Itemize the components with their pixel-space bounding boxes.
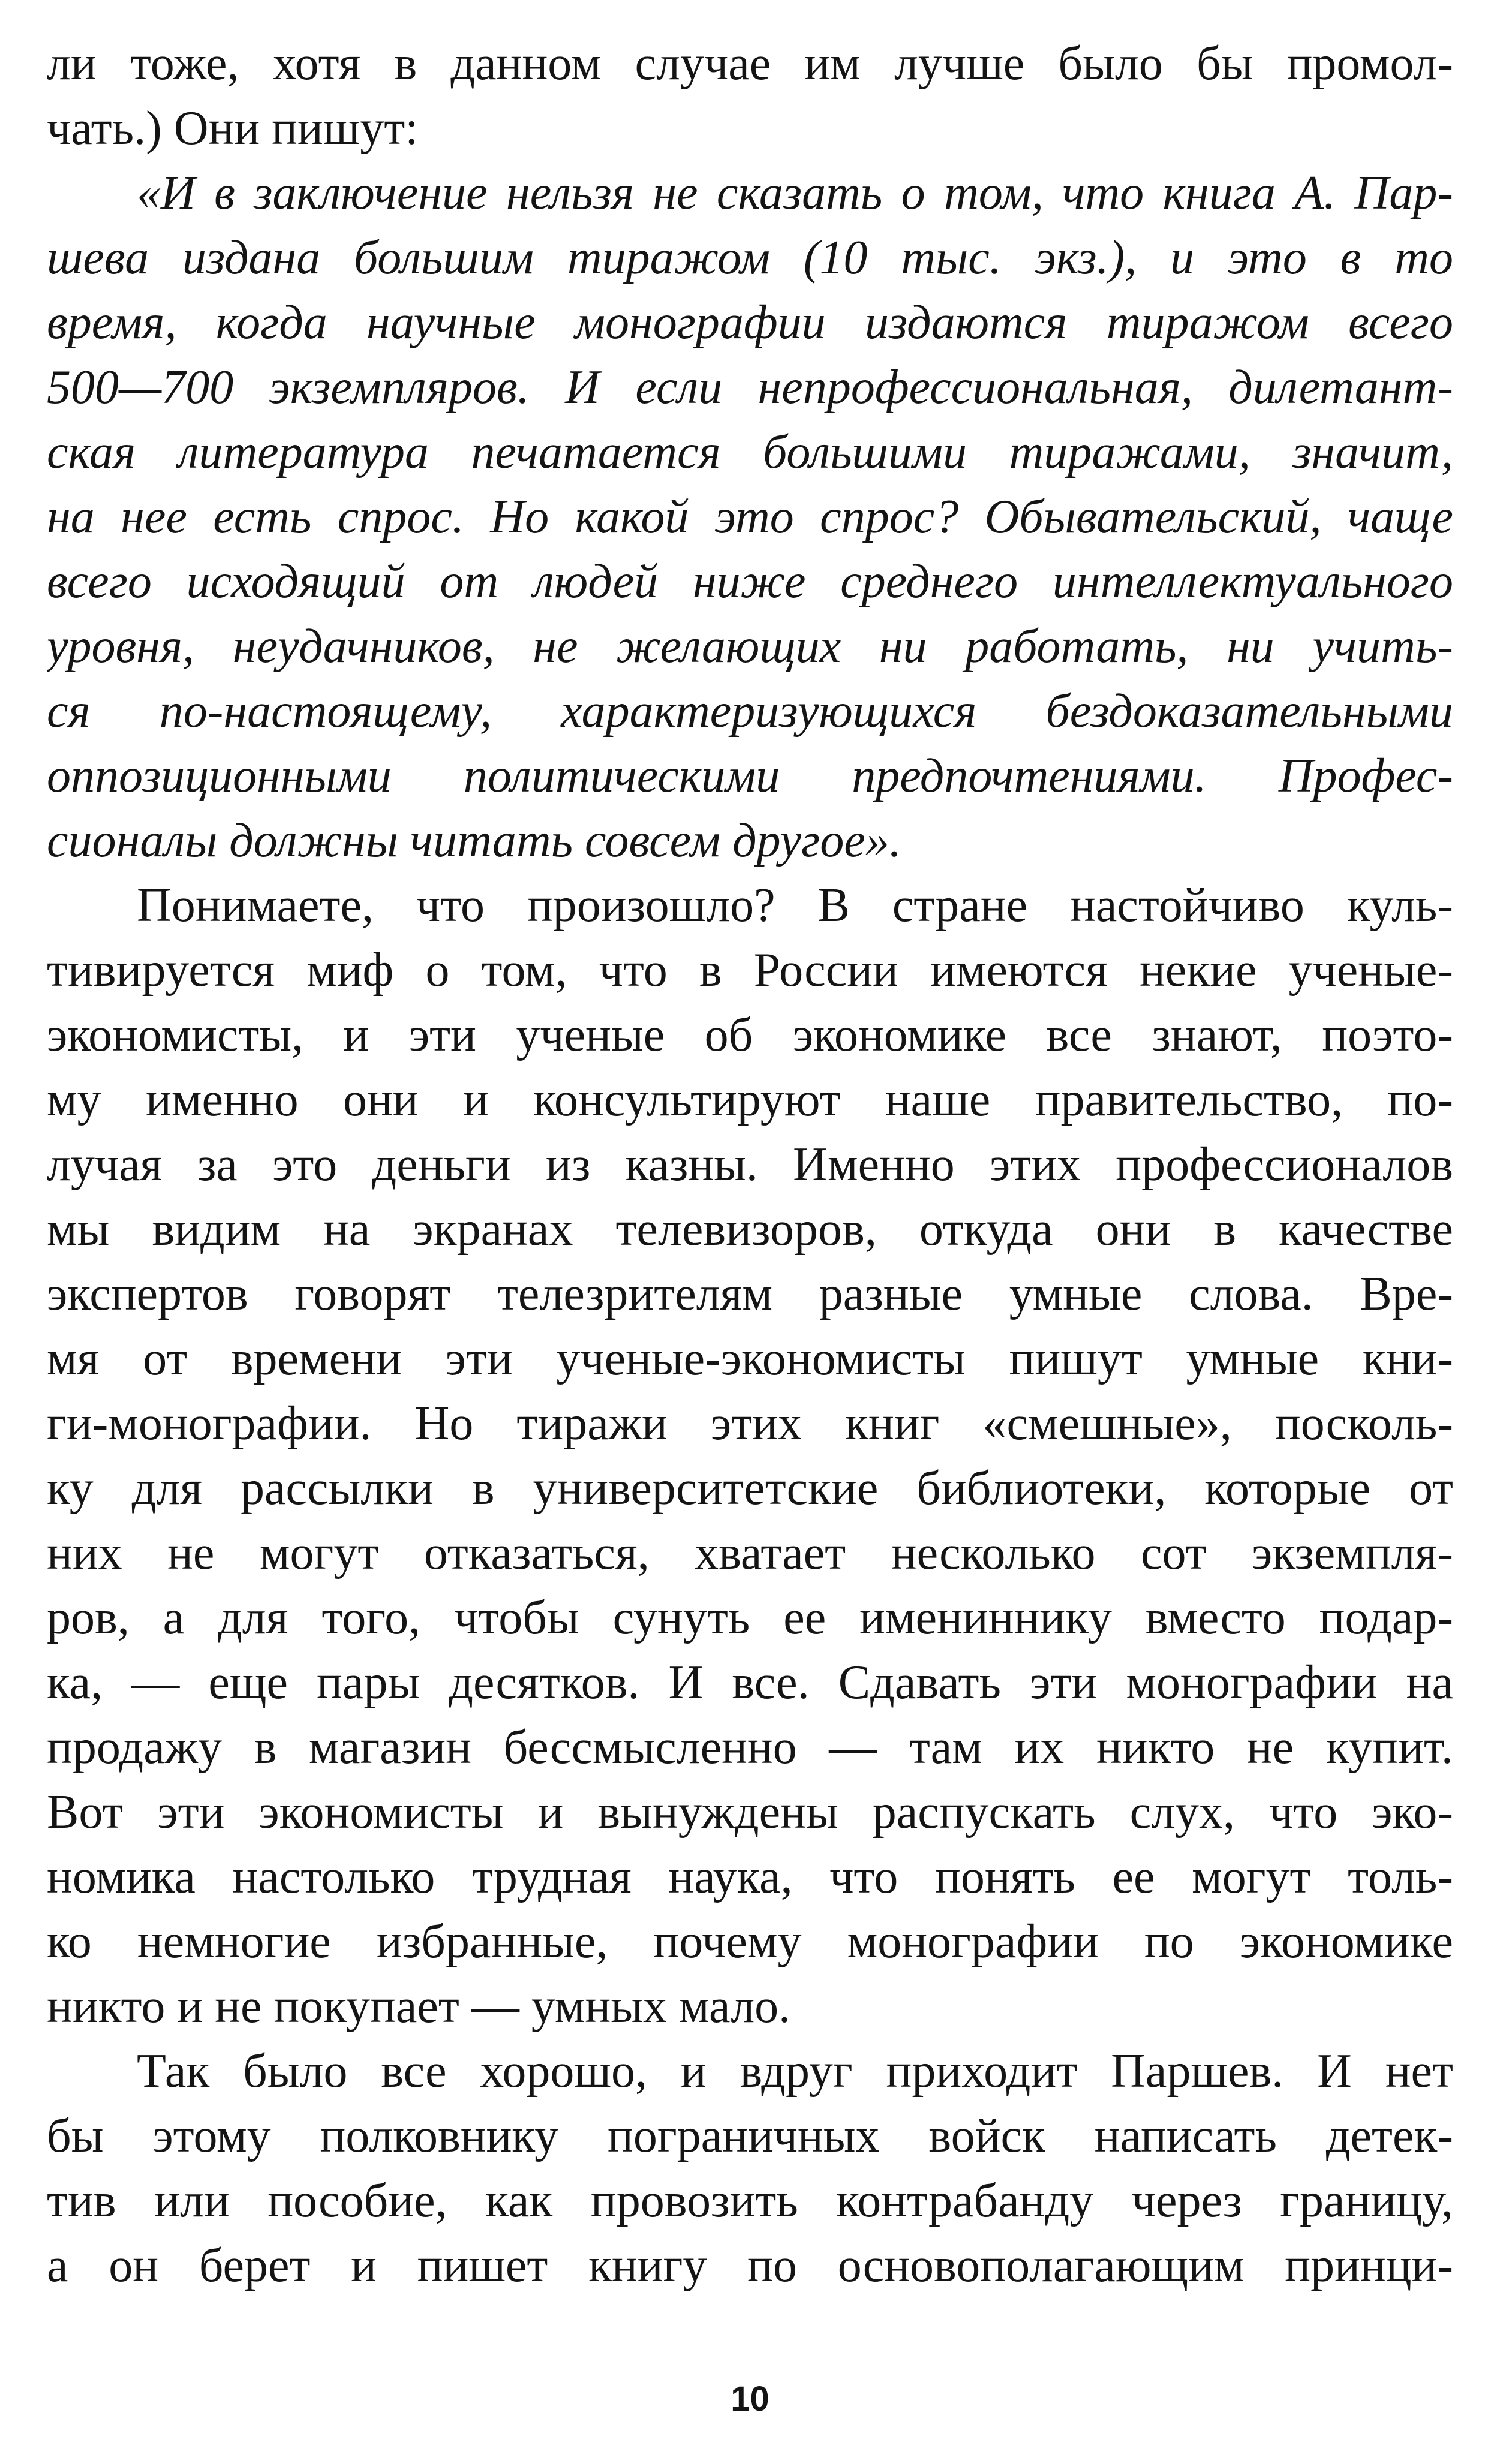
paragraph-2: [47, 2039, 1453, 2298]
text-line: ги-монографии. Но тиражи этих книг «смешные», посколь-: [47, 1397, 1453, 1450]
quote-line: оппозиционными политическими предпочтениями. Профес-: [47, 750, 1453, 802]
text-line: а он берет и пишет книгу по основополагающим принци-: [47, 2239, 1453, 2292]
quote-line: сионалы должны читать совсем другое».: [47, 814, 901, 867]
quote-line: ская литература печатается большими тиражами, значит,: [47, 426, 1453, 479]
text-line: ров, а для того, чтобы сунуть ее имениннику вместо подар-: [47, 1591, 1453, 1644]
text-line: ли тоже, хотя в данном случае им лучше было бы промол-: [47, 37, 1453, 90]
text-line: му именно они и консультируют наше правительство, по-: [47, 1073, 1453, 1126]
text-line: них не могут отказаться, хватает несколько сот экземпля-: [47, 1527, 1453, 1580]
quote-line: время, когда научные монографии издаются тиражом всего: [47, 296, 1453, 349]
quote-line: шева издана большим тиражом (10 тыс. экз.), и это в то: [47, 231, 1453, 284]
quote-line: всего исходящий от людей ниже среднего интеллектуального: [47, 555, 1453, 608]
paragraph-1: [47, 873, 1453, 2039]
text-line: номика настолько трудная наука, что понять ее могут толь-: [47, 1851, 1453, 1903]
text-line: ку для рассылки в университетские библиотеки, которые от: [47, 1462, 1453, 1515]
text-line: экономисты, и эти ученые об экономике все знают, поэто-: [47, 1009, 1453, 1061]
quote-line: уровня, неудачников, не желающих ни работать, ни учить-: [47, 620, 1453, 673]
text-line: мя от времени эти ученые-экономисты пишут умные кни-: [47, 1332, 1453, 1385]
text-line: тивируется миф о том, что в России имеются некие ученые-: [47, 944, 1453, 997]
text-line: Понимаете, что произошло? В стране настойчиво куль-: [137, 879, 1453, 932]
text-line: ко немногие избранные, почему монографии по экономике: [47, 1915, 1453, 1968]
quote-line: «И в заключение нельзя не сказать о том, что книга А. Пар-: [137, 167, 1453, 219]
text-line: Вот эти экономисты и вынуждены распускать слух, что эко-: [47, 1786, 1453, 1839]
text-line: чать.) Они пишут:: [47, 102, 419, 155]
quote-line: на нее есть спрос. Но какой это спрос? Обывательский, чаще: [47, 491, 1453, 543]
text-line: ка, — еще пары десятков. И все. Сдавать эти монографии на: [47, 1656, 1453, 1709]
text-line: экспертов говорят телезрителям разные умные слова. Вре-: [47, 1268, 1453, 1320]
text-line: тив или пособие, как провозить контрабанду через границу,: [47, 2174, 1453, 2227]
text-line: продажу в магазин бессмысленно — там их никто не купит.: [47, 1721, 1453, 1774]
text-line: лучая за это деньги из казны. Именно этих профессионалов: [47, 1138, 1453, 1191]
text-line: Так было все хорошо, и вдруг приходит Паршев. И нет: [137, 2045, 1453, 2098]
text-line: мы видим на экранах телевизоров, откуда они в качестве: [47, 1203, 1453, 1256]
quote-line: 500—700 экземпляров. И если непрофессиональная, дилетант-: [47, 361, 1453, 414]
text-line: никто и не покупает — умных мало.: [47, 1980, 791, 2033]
block-quote: [47, 161, 1453, 873]
quote-line: ся по-настоящему, характеризующихся бездоказательными: [47, 685, 1453, 738]
page-number: 10: [731, 2379, 769, 2418]
opening-paragraph: [47, 31, 1453, 161]
text-line: бы этому полковнику пограничных войск написать детек-: [47, 2110, 1453, 2162]
